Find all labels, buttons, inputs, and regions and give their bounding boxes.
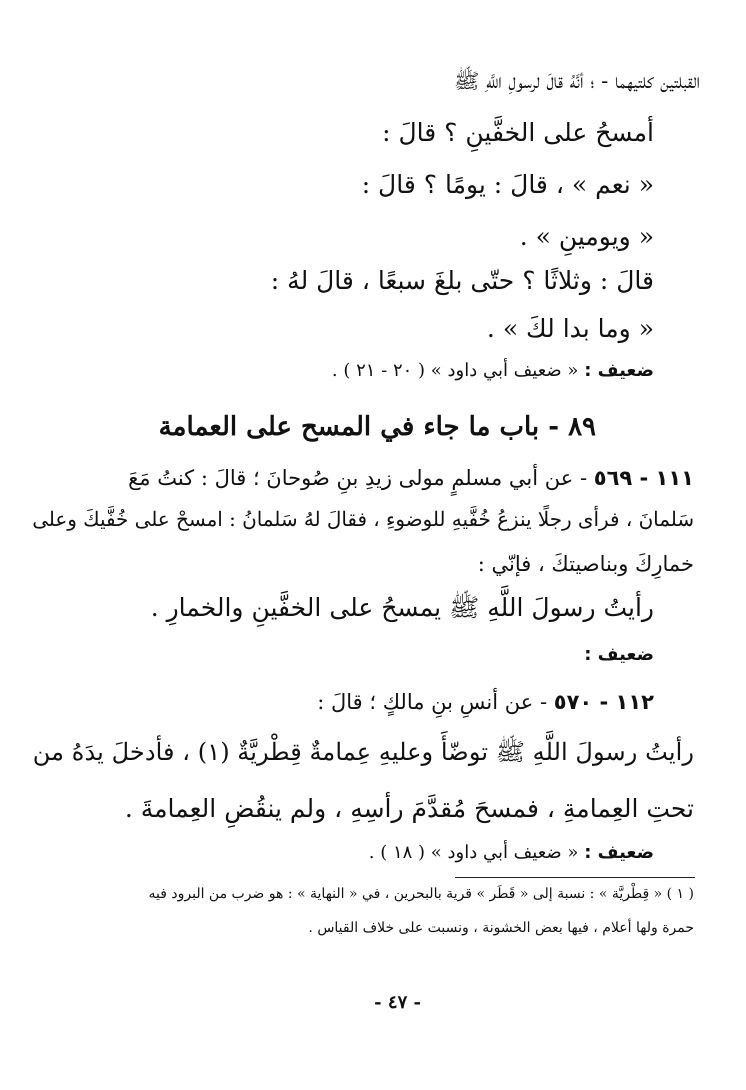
hadith-first-line (128, 466, 694, 490)
text-line: سَلمانَ ، فرأى رجلًا ينزعُ خُفَّيهِ للوضوءِ ، فقالَ لهُ سَلمانُ : امسحْ على خُفَّيكَ وعلى (32, 508, 694, 531)
grade-reference: « ضعيف أبي داود » ( ٢٠ - ٢١ ) . (331, 360, 579, 381)
text-line: أمسحُ على الخفَّينِ ؟ قالَ : (382, 118, 654, 147)
text-line: رأيتُ رسولَ اللَّهِ ﷺ يمسحُ على الخفَّينِ والخمارِ . (150, 593, 654, 622)
grading-line (369, 842, 654, 863)
grade-label: ضعيف : (584, 842, 654, 863)
text-line: تحتِ العِمامةِ ، فمسحَ مُقدَّمَ رأسِهِ ، ولم ينقُضِ العِمامةَ . (124, 794, 694, 823)
footnote-line: حمرة ولها أعلام ، فيها بعض الخشونة ، ونسبت على خلاف القياس . (308, 920, 694, 936)
text-line: خمارِكَ وبناصيتكَ ، فإنّي : (477, 552, 694, 576)
grade-label: ضعيف : (584, 644, 654, 665)
text-line: « وما بدا لكَ » . (486, 314, 654, 343)
hadith-first-line (317, 690, 654, 714)
grade-reference: « ضعيف أبي داود » ( ١٨ ) . (368, 842, 579, 863)
text-line: « نعم » ، قالَ : يومًا ؟ قالَ : (361, 170, 654, 199)
grading-line (332, 360, 654, 381)
hadith-number: ١١٢ - ٥٧٠ (553, 690, 654, 714)
hadith-text: - عن أنسِ بنِ مالكٍ ؛ قالَ : (317, 690, 548, 714)
hadith-text: - عن أبي مسلمٍ مولى زيدِ بنِ صُوحانَ ؛ قالَ : كنتُ مَعَ (128, 466, 588, 490)
text-line: القبلتين كلتيهما - ؛ أنَّهُ قالَ لرسولِ اللَّهِ ﷺ (453, 69, 700, 93)
footnote-separator (455, 877, 695, 878)
page-number: - ٤٧ - (374, 992, 421, 1013)
text-line: قالَ : وثلاثًا ؟ حتّى بلغَ سبعًا ، قالَ لهُ : (270, 266, 654, 295)
grade-label: ضعيف : (584, 360, 654, 381)
text-line: « ويومينِ » . (519, 222, 654, 251)
hadith-number: ١١١ - ٥٦٩ (593, 466, 694, 490)
text-line: رأيتُ رسولَ اللَّهِ ﷺ توضّأَ وعليهِ عِمامةٌ قِطْريَّةٌ (١) ، فأدخلَ يدَهُ من (32, 738, 694, 766)
chapter-title: ٨٩ - باب ما جاء في المسح على العمامة (158, 412, 596, 442)
footnote-line: ( ١ ) « قِطْريَّة » : نسبة إلى « قَطَر » قرية بالبحرين ، في « النهاية » : هو ضرب من البرود فيه (148, 886, 694, 902)
